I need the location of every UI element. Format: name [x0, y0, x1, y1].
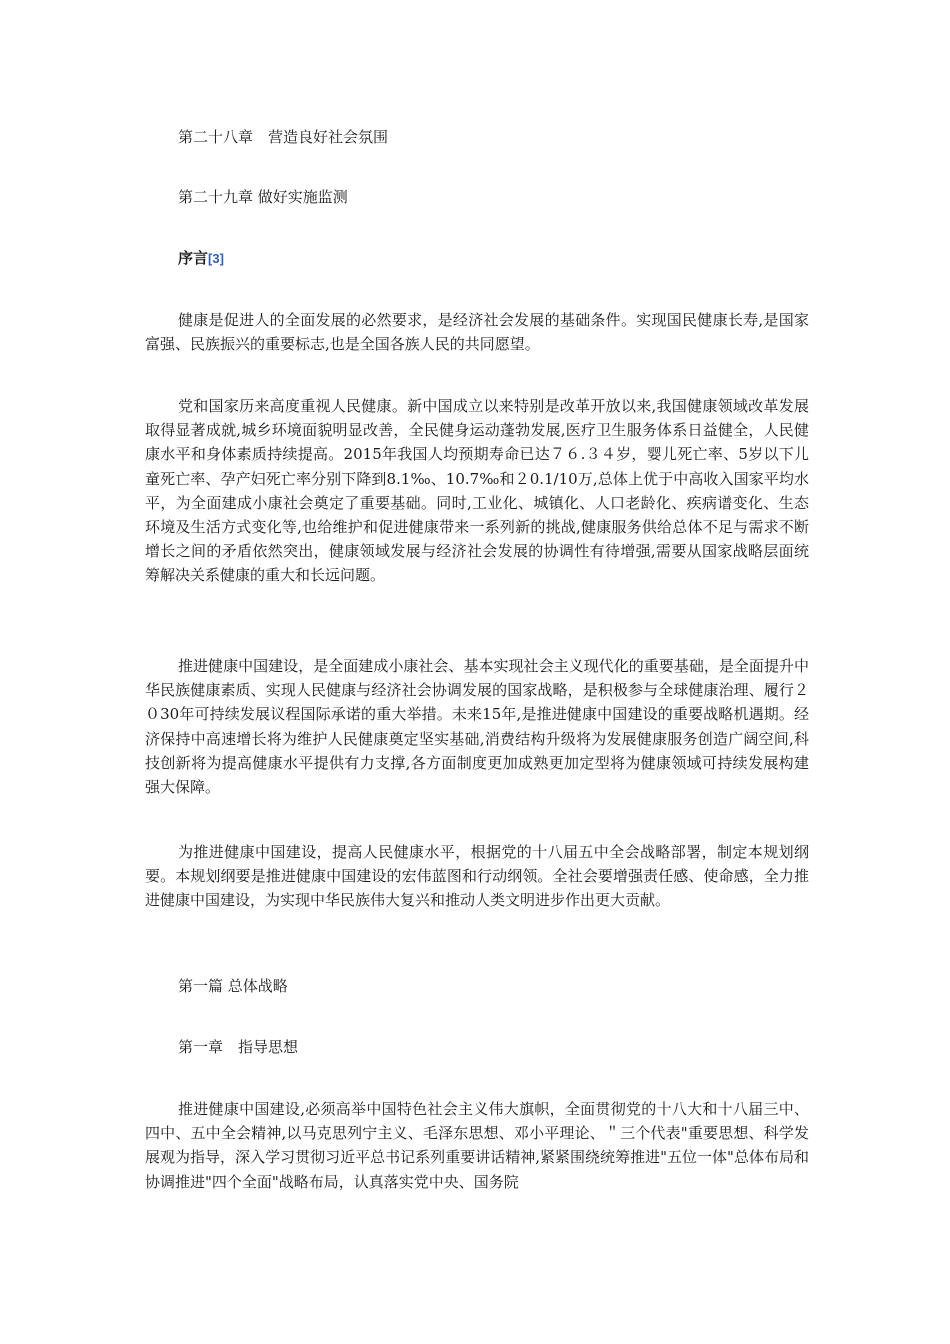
chapter-28-heading: 第二十八章 营造良好社会氛围	[178, 128, 389, 146]
paragraph-health-achievements: 党和国家历来高度重视人民健康。新中国成立以来特别是改革开放以来,我国健康领域改革发展取得显著成就,城乡环境面貌明显改善，全民健身运动蓬勃发展,医疗卫生服务体系日益健全，人民健康水平和身体素质持续提高。2015年我国人均预期寿命已达７６.３４岁，婴儿死亡率、5岁以下儿童死亡率、孕产妇死亡率分别下降到8.1‰、10.7‰和２0.1/10万,总体上优于中高收入国家平均水平，为全面建成小康社会奠定了重要基础。同时,工业化、城镇化、人口老龄化、疾病谱变化、生态环境及生活方式变化等,也给维护和促进健康带来一系列新的挑战,健康服务供给总体不足与需求不断增长之间的矛盾依然突出，健康领域发展与经济社会发展的协调性有待增强,需要从国家战略层面统筹解决关系健康的重大和长远问题。	[145, 397, 809, 585]
paragraph-guiding-ideology: 推进健康中国建设,必须高举中国特色社会主义伟大旗帜，全面贯彻党的十八大和十八届三中、四中、五中全会精神,以马克思列宁主义、毛泽东思想、邓小平理论、＂三个代表"重要思想、科学发展观为指导，深入学习贯彻习近平总书记系列重要讲话精神,紧紧围绕统筹推进"五位一体"总体布局和协调推进"四个全面"战略布局，认真落实党中央、国务院	[145, 1100, 809, 1191]
chapter-29-heading: 第二十九章 做好实施监测	[178, 188, 348, 206]
chapter-1-heading: 第一章 指导思想	[178, 1038, 299, 1056]
preface-heading	[178, 248, 224, 269]
paragraph-plan-purpose: 为推进健康中国建设，提高人民健康水平，根据党的十八届五中全会战略部署，制定本规划纲要。本规划纲要是推进健康中国建设的宏伟蓝图和行动纲领。全社会要增强责任感、使命感，全力推进健康中国建设，为实现中华民族伟大复兴和推动人类文明进步作出更大贡献。	[145, 843, 809, 910]
paragraph-health-necessity: 健康是促进人的全面发展的必然要求，是经济社会发展的基础条件。实现国民健康长寿,是国家富强、民族振兴的重要标志,也是全国各族人民的共同愿望。	[145, 311, 809, 354]
preface-reference-link[interactable]: [3]	[208, 251, 224, 266]
paragraph-healthy-china-construction: 推进健康中国建设，是全面建成小康社会、基本实现社会主义现代化的重要基础，是全面提升中华民族健康素质、实现人民健康与经济社会协调发展的国家战略，是积极参与全球健康治理、履行２０30年可持续发展议程国际承诺的重大举措。未来15年,是推进健康中国建设的重要战略机遇期。经济保持中高速增长将为维护人民健康奠定坚实基础,消费结构升级将为发展健康服务创造广阔空间,科技创新将为提高健康水平提供有力支撑,各方面制度更加成熟更加定型将为健康领域可持续发展构建强大保障。	[145, 657, 809, 797]
preface-title: 序言	[178, 249, 209, 267]
part-1-heading: 第一篇 总体战略	[178, 977, 288, 995]
